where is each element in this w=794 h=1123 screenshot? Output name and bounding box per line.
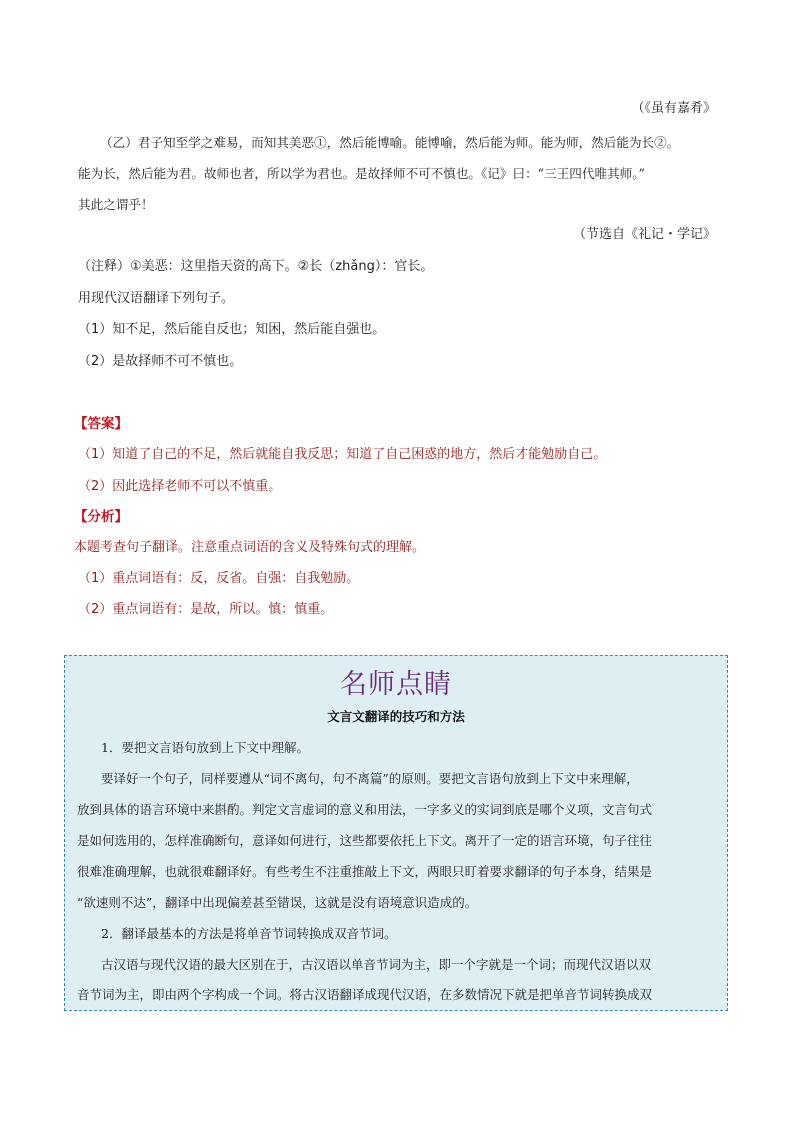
tip-line-4: 是如何选用的，怎样准确断句，意译如何进行，这些都要依托上下文。离开了一定的语言环境，句子往往 [77, 833, 653, 848]
analysis-line-2: （1）重点词语有：反，反省。自强：自我勉励。 [78, 571, 360, 586]
instruction: 用现代汉语翻译下列句子。 [78, 291, 235, 306]
tip-line-3: 放到具体的语言环境中来斟酌。判定文言虚词的意义和用法，一字多义的实词到底是哪个义项，文言句式 [77, 802, 653, 817]
tip-line-2: 要译好一个句子，同样要遵从“词不离句，句不离篇”的原则。要把文言语句放到上下文中来理解， [101, 771, 639, 786]
tip-line-5: 很难准确理解，也就很难翻译好。有些考生不注重推敲上下文，两眼只盯着要求翻译的句子本身，结果是 [77, 864, 653, 879]
tip-line-8: 古汉语与现代汉语的最大区别在于，古汉语以单音节词为主，即一个字就是一个词；而现代汉语以双 [101, 957, 652, 972]
notes: （注释）①美恶：这里指天资的高下。②长（zhǎng）：官长。 [78, 259, 434, 274]
tip-box-title: 名师点睛 [340, 669, 452, 700]
passage-b-line-3: 其此之谓乎！ [78, 197, 154, 212]
tip-line-1: 1．要把文言语句放到上下文中理解。 [101, 740, 309, 755]
question-2: （2）是故择师不可不慎也。 [78, 354, 243, 369]
answer-tag: 【答案】 [74, 416, 128, 432]
analysis-line-3: （2）重点词语有：是故，所以。慎：慎重。 [78, 602, 334, 617]
source-citation-2: （节选自《礼记・学记》 [572, 227, 716, 242]
tip-line-9: 音节词为主，即由两个字构成一个词。将古汉语翻译成现代汉语，在多数情况下就是把单音节词转换成双 [77, 987, 653, 1002]
question-1: （1）知不足，然后能自反也；知困，然后能自强也。 [78, 322, 386, 337]
passage-b-line-1: （乙）君子知至学之难易，而知其美恶①，然后能博喻。能博喻，然后能为师。能为师，然后能为长②。 [100, 135, 680, 150]
source-citation-1: （《虽有嘉肴》 [631, 101, 716, 116]
tip-line-6: “欲速则不达”，翻译中出现偏差甚至错误，这就是没有语境意识造成的。 [77, 895, 478, 910]
tip-box-subtitle: 文言文翻译的技巧和方法 [327, 709, 465, 724]
tip-line-7: 2．翻译最基本的方法是将单音节词转换成双音节词。 [101, 926, 397, 941]
answer-1: （1）知道了自己的不足，然后就能自我反思；知道了自己困惑的地方，然后才能勉励自己。 [78, 447, 607, 462]
tip-box [64, 655, 728, 1011]
analysis-tag: 【分析】 [74, 509, 128, 525]
answer-2: （2）因此选择老师不可以不慎重。 [78, 479, 282, 494]
passage-b-line-2: 能为长，然后能为君。故师也者，所以学为君也。是故择师不可不慎也。《记》曰：“三王四代唯其师。” [78, 166, 645, 181]
analysis-line-1: 本题考查句子翻译。注意重点词语的含义及特殊句式的理解。 [74, 540, 426, 555]
